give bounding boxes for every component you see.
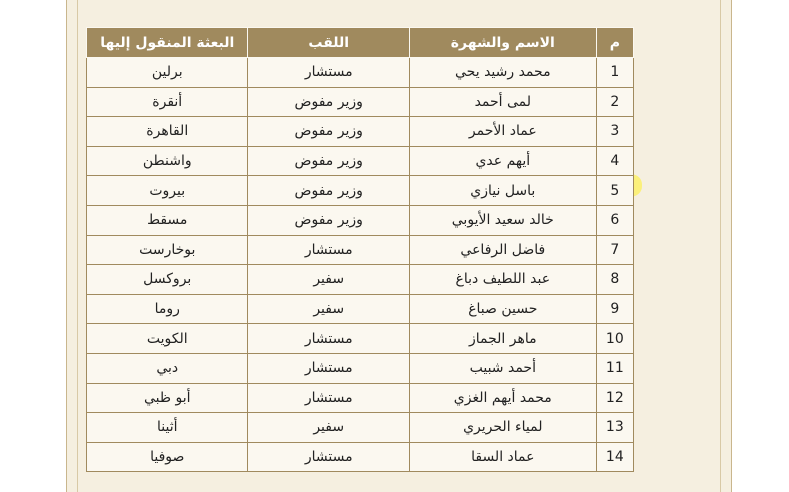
cell-num: 14 xyxy=(596,442,633,472)
cell-title: مستشار xyxy=(248,383,409,413)
table-row xyxy=(87,205,634,235)
cell-title: مستشار xyxy=(248,353,409,383)
cell-name: عماد السقا xyxy=(409,442,596,472)
cell-num: 6 xyxy=(596,205,633,235)
cell-num: 9 xyxy=(596,294,633,324)
cell-name: ماهر الجماز xyxy=(409,324,596,354)
cell-num: 1 xyxy=(596,58,633,88)
cell-mission: بروكسل xyxy=(87,265,248,295)
cell-title: وزير مفوض xyxy=(248,146,409,176)
cell-mission: القاهرة xyxy=(87,117,248,147)
cell-name: خالد سعيد الأيوبي xyxy=(409,205,596,235)
cell-title: مستشار xyxy=(248,324,409,354)
table-row xyxy=(87,265,634,295)
cell-name: باسل نيازي xyxy=(409,176,596,206)
cell-num: 4 xyxy=(596,146,633,176)
cell-name: أحمد شبيب xyxy=(409,353,596,383)
cell-name: فاضل الرفاعي xyxy=(409,235,596,265)
header-mission: البعثة المنقول إليها xyxy=(87,28,248,58)
cell-mission: برلين xyxy=(87,58,248,88)
cell-title: سفير xyxy=(248,265,409,295)
cell-num: 5 xyxy=(596,176,633,206)
cell-num: 10 xyxy=(596,324,633,354)
cell-title: سفير xyxy=(248,413,409,443)
table-row xyxy=(87,235,634,265)
cell-num: 3 xyxy=(596,117,633,147)
cell-title: وزير مفوض xyxy=(248,87,409,117)
header-num: م xyxy=(596,28,633,58)
cell-title: سفير xyxy=(248,294,409,324)
table-row xyxy=(87,353,634,383)
cell-mission: بوخارست xyxy=(87,235,248,265)
table-row xyxy=(87,117,634,147)
cell-num: 7 xyxy=(596,235,633,265)
cell-mission: الكويت xyxy=(87,324,248,354)
cell-num: 12 xyxy=(596,383,633,413)
cell-title: مستشار xyxy=(248,58,409,88)
table-row xyxy=(87,176,634,206)
table-row xyxy=(87,413,634,443)
cell-mission: واشنطن xyxy=(87,146,248,176)
cell-mission: بيروت xyxy=(87,176,248,206)
cell-name: أيهم عدي xyxy=(409,146,596,176)
header-name: الاسم والشهرة xyxy=(409,28,596,58)
cell-name: محمد أيهم الغزي xyxy=(409,383,596,413)
cell-num: 13 xyxy=(596,413,633,443)
cell-name: محمد رشيد يحي xyxy=(409,58,596,88)
table-row xyxy=(87,146,634,176)
cell-mission: صوفيا xyxy=(87,442,248,472)
cell-mission: أنقرة xyxy=(87,87,248,117)
cell-title: وزير مفوض xyxy=(248,117,409,147)
cell-title: مستشار xyxy=(248,235,409,265)
cell-mission: مسقط xyxy=(87,205,248,235)
cell-title: مستشار xyxy=(248,442,409,472)
table-row xyxy=(87,87,634,117)
cell-mission: أثينا xyxy=(87,413,248,443)
cell-name: عماد الأحمر xyxy=(409,117,596,147)
table-row xyxy=(87,294,634,324)
table-header-row xyxy=(87,28,634,58)
header-title: اللقب xyxy=(248,28,409,58)
cell-name: حسين صباغ xyxy=(409,294,596,324)
cell-name: لمى أحمد xyxy=(409,87,596,117)
table-row xyxy=(87,442,634,472)
cell-title: وزير مفوض xyxy=(248,205,409,235)
cell-num: 8 xyxy=(596,265,633,295)
cell-name: لمياء الحريري xyxy=(409,413,596,443)
cell-mission: دبي xyxy=(87,353,248,383)
cell-num: 2 xyxy=(596,87,633,117)
cell-num: 11 xyxy=(596,353,633,383)
transfer-table xyxy=(86,27,634,472)
table-row xyxy=(87,324,634,354)
cell-mission: روما xyxy=(87,294,248,324)
table-row xyxy=(87,58,634,88)
cell-title: وزير مفوض xyxy=(248,176,409,206)
table-row xyxy=(87,383,634,413)
cell-name: عبد اللطيف دباغ xyxy=(409,265,596,295)
cell-mission: أبو ظبي xyxy=(87,383,248,413)
